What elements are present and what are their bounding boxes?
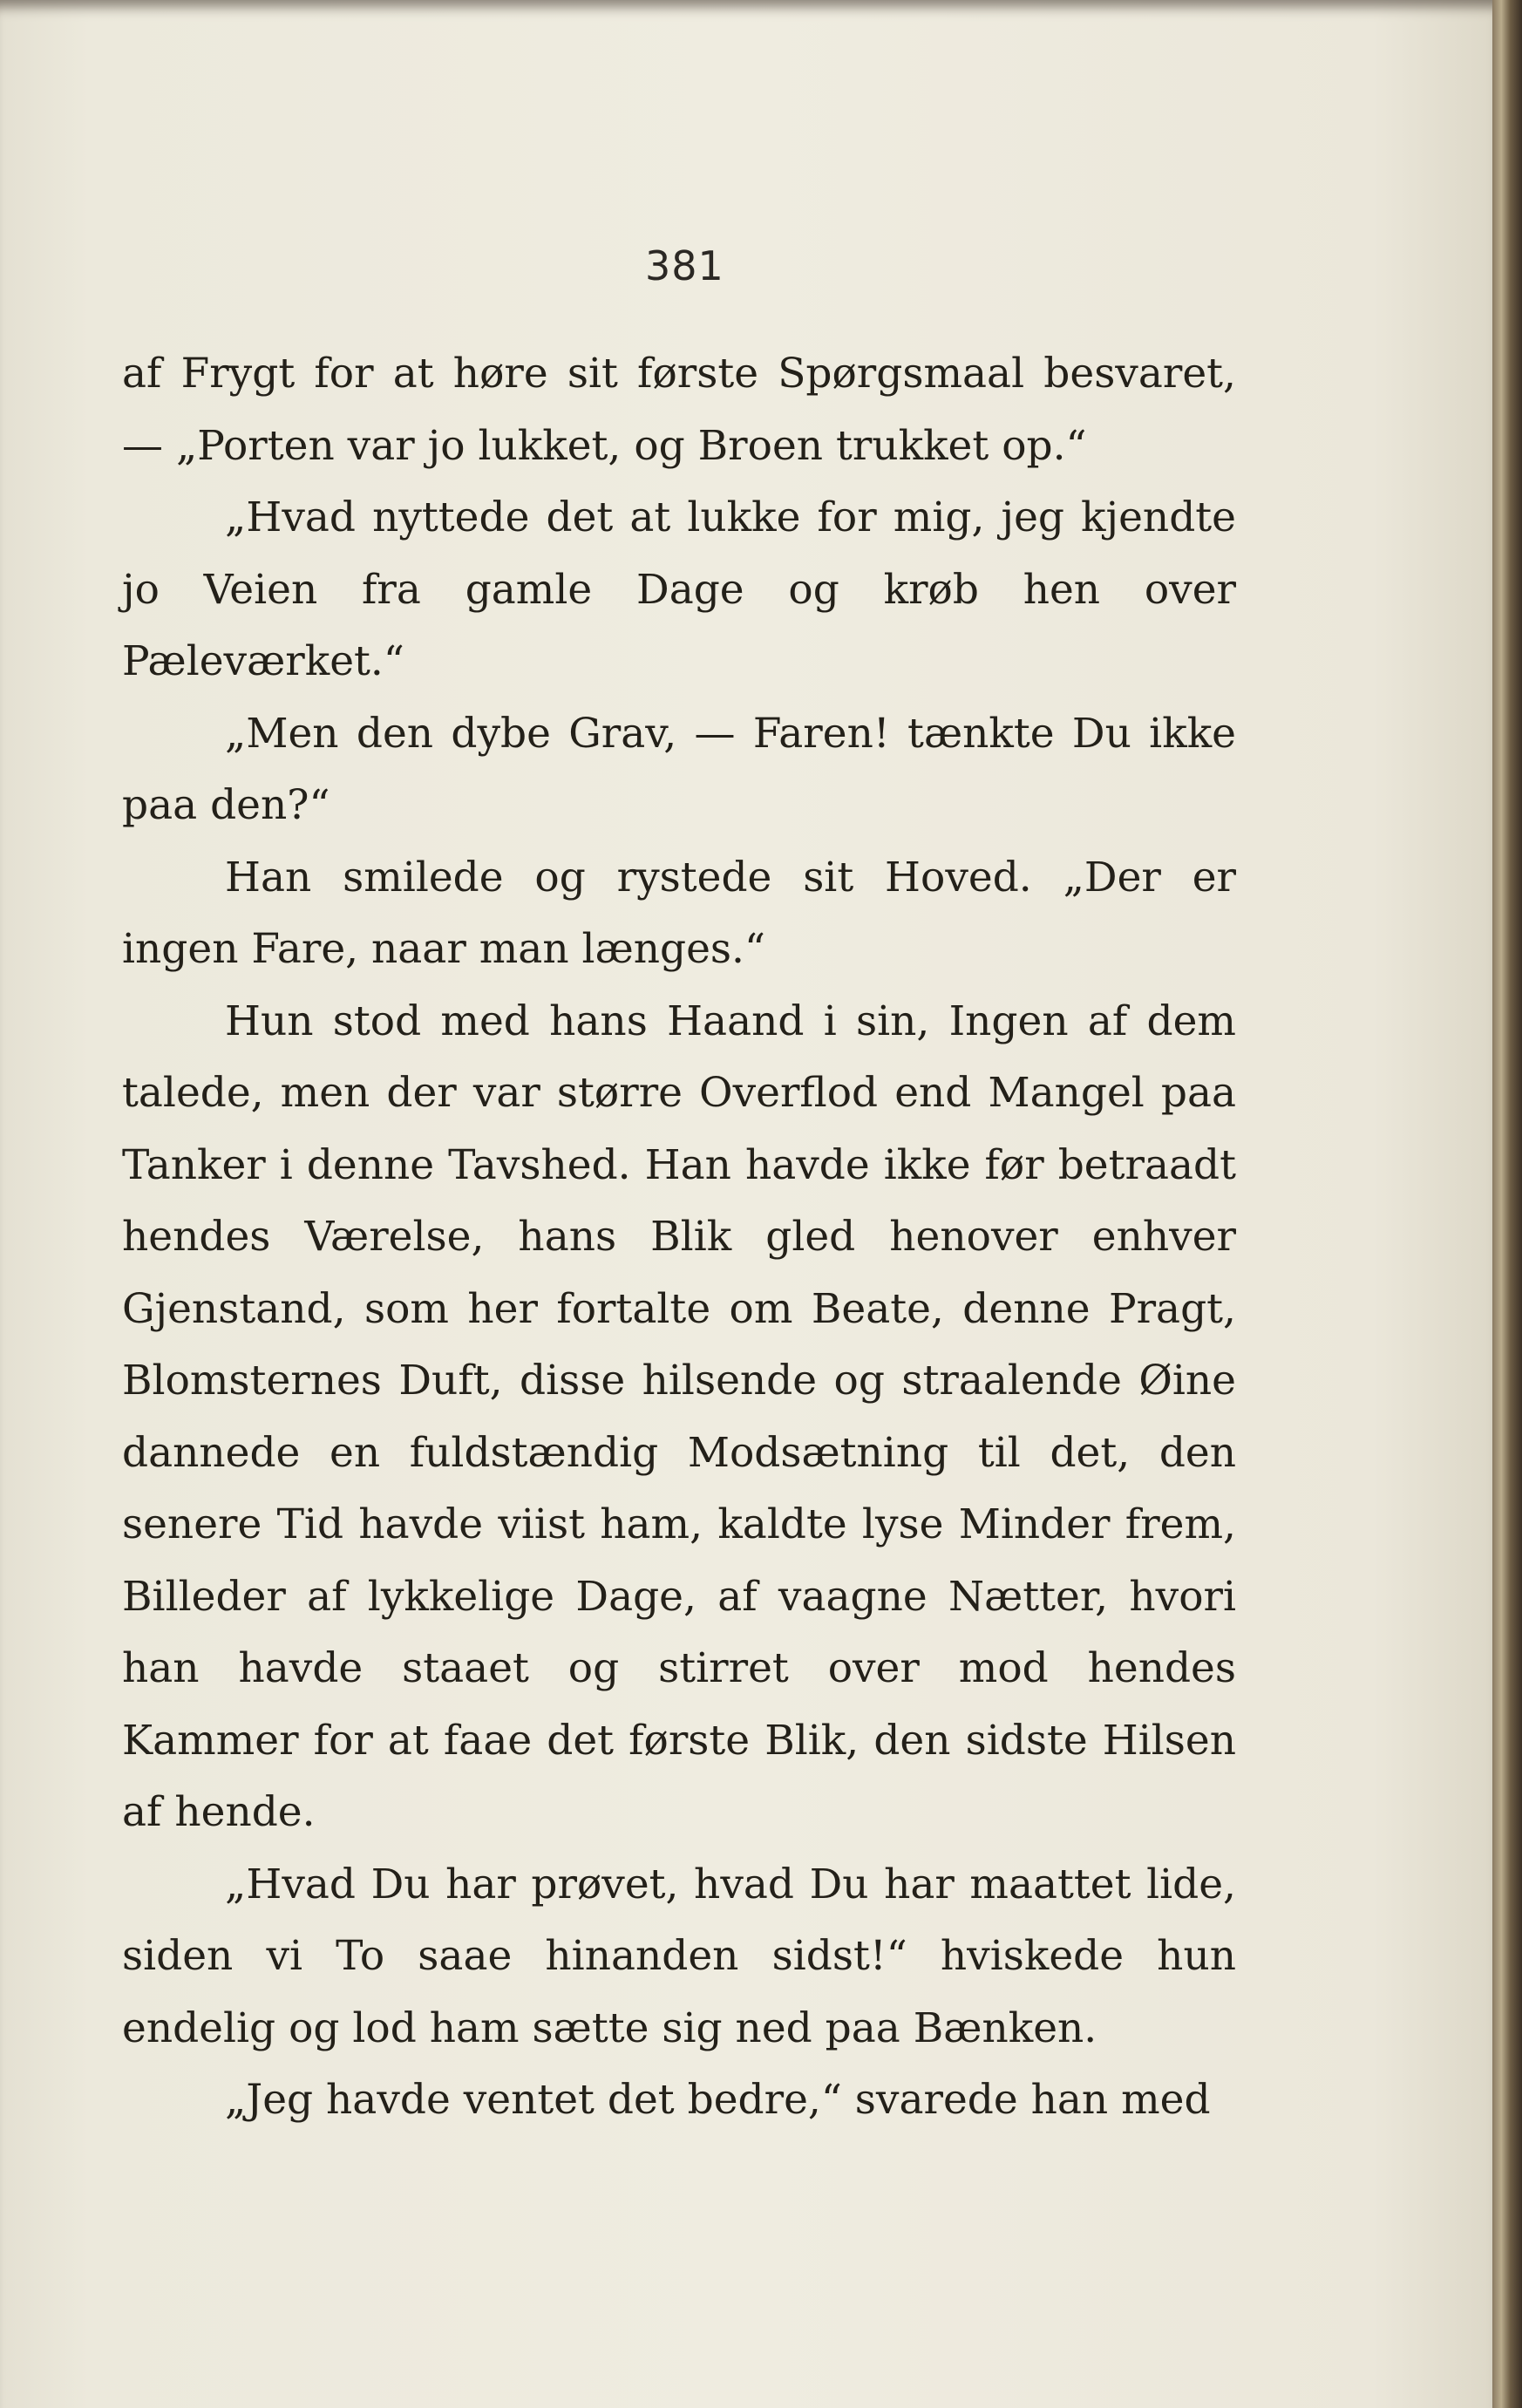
paragraph: Hun stod med hans Haand i sin, Ingen af dem talede, men der var større Overflod end Mangel paa Tanker i denne Tavshed. Han havde ikke før betraadt hendes Værelse, hans Blik gled henover enhver Gjenstand, som her fortalte om Beate, denne Pragt, Blomsternes Duft, disse hilsende og straalende Øine dannede en fuldstændig Modsætning til det, den senere Tid havde viist ham, kaldte lyse Minder frem, Billeder af lykkelige Dage, af vaagne Nætter, hvori han havde staaet og stirret over mod hendes Kammer for at faae det første Blik, den sidste Hilsen af hende. <box>122 997 1236 1836</box>
paragraph: „Hvad Du har prøvet, hvad Du har maattet lide, siden vi To saae hinanden sidst!“ hviskede hun endelig og lod ham sætte sig ned paa Bænken. <box>122 1860 1236 2052</box>
paragraph: „Hvad nyttede det at lukke for mig, jeg kjendte jo Veien fra gamle Dage og krøb hen over Pæleværket.“ <box>122 493 1236 685</box>
body-text <box>122 338 1236 2137</box>
paragraph: „Men den dybe Grav, — Faren! tænkte Du ikke paa den?“ <box>122 709 1236 829</box>
paragraph-final-line: „Jeg havde ventet det bedre,“ svarede han med <box>225 2076 1211 2124</box>
book-edge <box>1492 0 1522 2408</box>
paragraph: Han smilede og rystede sit Hoved. „Der er ingen Fare, naar man længes.“ <box>122 853 1236 973</box>
page-number: 381 <box>645 242 724 289</box>
paragraph-continuation: af Frygt for at høre sit første Spørgsmaal besvaret, — „Porten var jo lukket, og Broen trukket op.“ <box>122 350 1236 470</box>
